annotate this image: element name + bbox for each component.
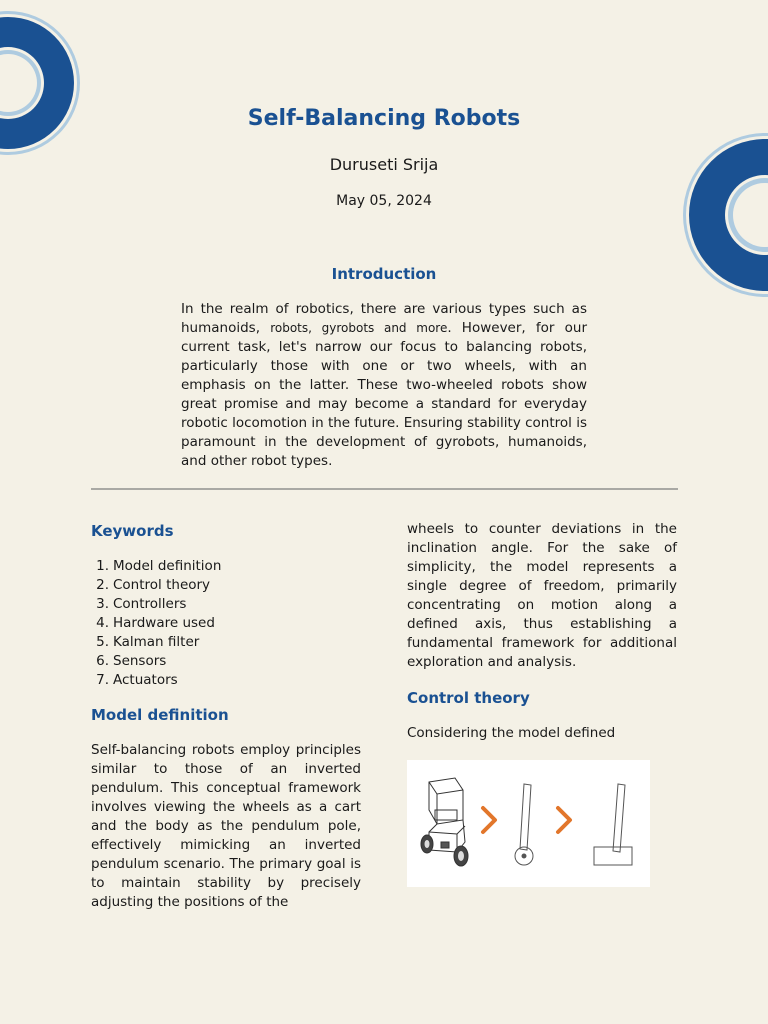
- robot-to-inverted-pendulum-diagram: [407, 760, 650, 887]
- model-definition-heading: Model definition: [91, 706, 229, 724]
- introduction-heading: Introduction: [331, 265, 437, 283]
- control-theory-heading: Control theory: [407, 689, 530, 707]
- control-theory-paragraph: Considering the model defined: [407, 725, 616, 741]
- left-column: [91, 522, 361, 912]
- keyword-item: 6. Sensors: [96, 653, 167, 669]
- decorative-ring-top-left: [0, 0, 90, 170]
- chevron-right-icon: [483, 808, 495, 832]
- keyword-item: 4. Hardware used: [96, 615, 215, 631]
- author-name: Duruseti Srija: [329, 155, 439, 174]
- keyword-item: 1. Model definition: [96, 558, 222, 574]
- pendulum-wheel-icon: [515, 784, 533, 865]
- keyword-item: 2. Control theory: [96, 577, 211, 593]
- model-definition-paragraph: Self-balancing robots employ principles similar to those of an inverted pendulum. This conceptual framework involves viewing the wheels as a cart and the body as the pendulum pole, effectively mimicking an inverted pendulum scenario. The primary goal is to maintain stability by precisely adjusting the positions of the: [91, 742, 361, 910]
- document-title: Self-Balancing Robots: [247, 106, 521, 131]
- robot-pendulum-figure: [407, 760, 650, 887]
- publication-date: May 05, 2024: [336, 193, 432, 209]
- chevron-right-icon: [558, 808, 570, 832]
- model-definition-continued: wheels to counter deviations in the inclination angle. For the sake of simplicity, the model represents a single degree of freedom, primarily concentrating on motion along a defined axis, thus establishing a fundamental framework for additional exploration and analysis.: [407, 521, 677, 670]
- keyword-item: 3. Controllers: [96, 596, 187, 612]
- introduction-small-text: robots, gyrobots and more: [270, 321, 448, 335]
- keywords-heading: Keywords: [91, 522, 174, 540]
- keyword-item: 7. Actuators: [96, 672, 178, 688]
- keywords-list: [91, 557, 361, 690]
- introduction-paragraph: In the realm of robotics, there are various types such as humanoids, robots, gyrobots and more. However, for our current task, let's narrow our focus to balancing robots, particularly those with one or two wheels, with an emphasis on the latter. These two-wheeled robots show great promise and may become a standard for everyday robotic locomotion in the future. Ensuring stability control is paramount in the development of gyrobots, humanoids, and other robot types.: [181, 301, 587, 469]
- section-divider: [91, 488, 678, 490]
- keyword-item: 5. Kalman filter: [96, 634, 200, 650]
- right-column: [407, 522, 677, 887]
- pendulum-cart-icon: [594, 784, 632, 865]
- robot-icon: [421, 778, 468, 866]
